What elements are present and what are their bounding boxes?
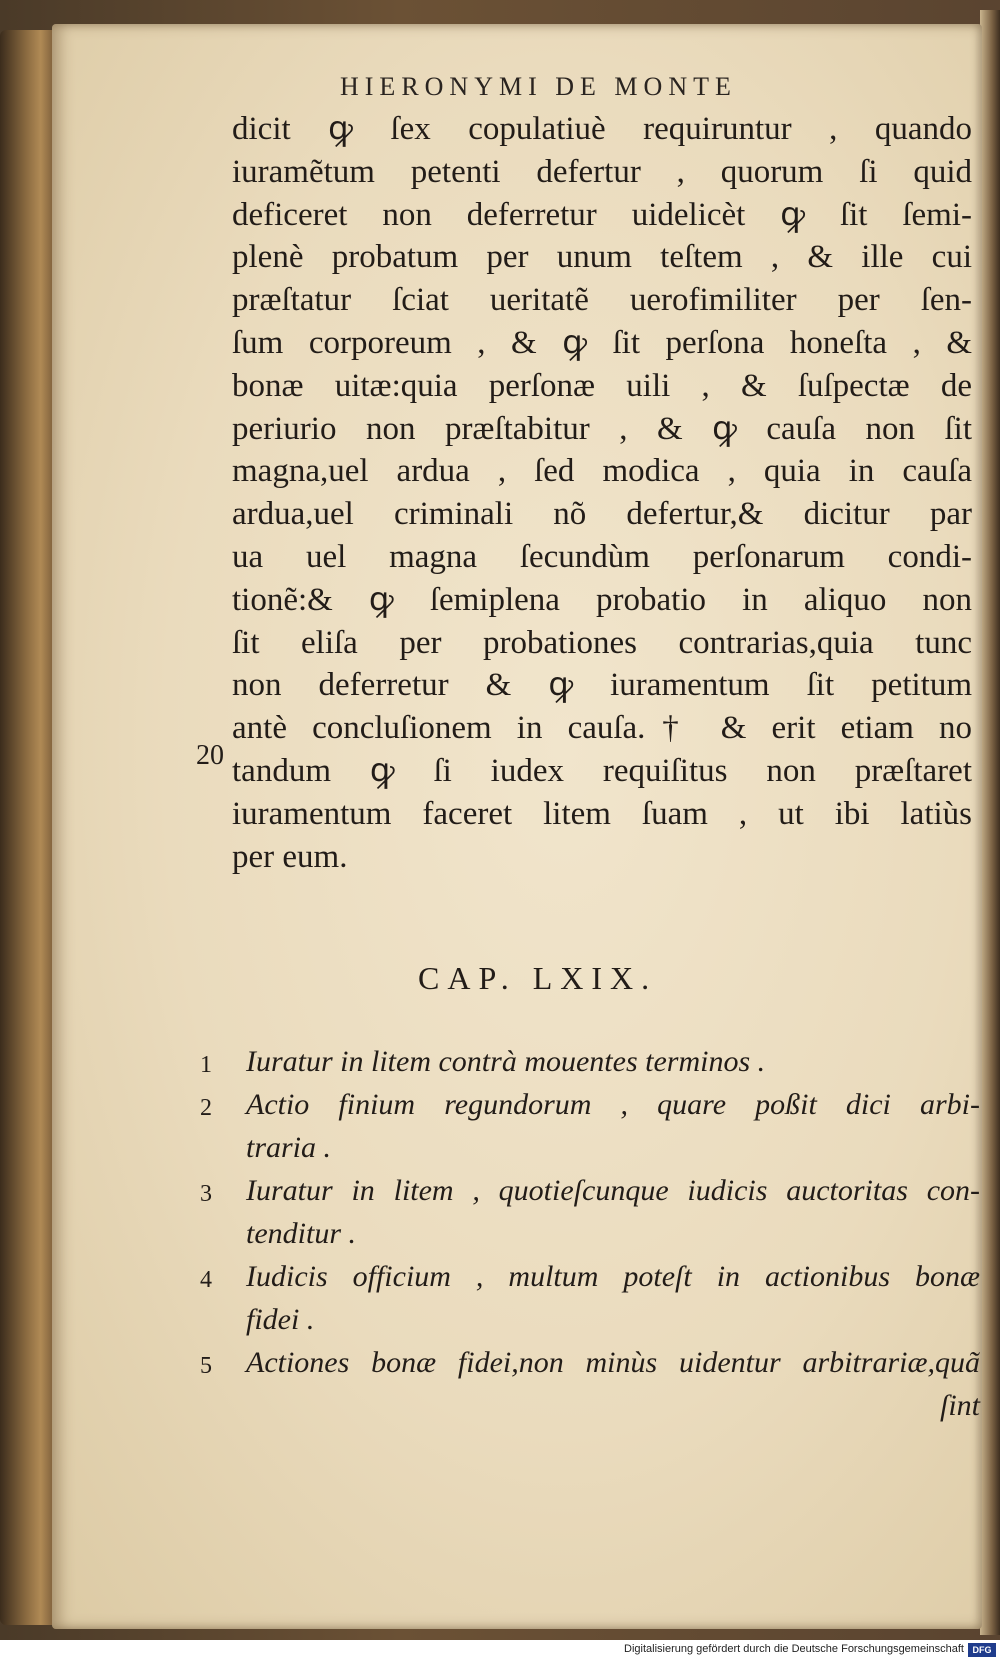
summary-item bbox=[200, 1169, 980, 1255]
text-line: ſum corporeum , & ꝙ ſit perſona honeſta , & bbox=[232, 324, 972, 361]
summary-item bbox=[200, 1083, 980, 1169]
summary-line: Iudicis officium , multum poteſt in actionibus bonæ bbox=[246, 1260, 980, 1293]
page-edges bbox=[980, 10, 1000, 1635]
text-line: præſtatur ſciat ueritatẽ uerofimiliter per ſen- bbox=[232, 282, 972, 319]
text-line: ſit eliſa per probationes contrarias,quia tunc bbox=[232, 624, 972, 661]
summary-line: fidei . bbox=[246, 1303, 315, 1336]
chapter-heading: CAP. LXIX. bbox=[418, 960, 658, 996]
text-line: ua uel magna ſecundùm perſonarum condi- bbox=[232, 538, 972, 575]
summary-line: traria . bbox=[246, 1131, 332, 1164]
text-line: antè concluſionem in cauſa.† & erit etiam no bbox=[232, 710, 972, 747]
summary-item bbox=[200, 1341, 980, 1427]
summary-number: 3 bbox=[200, 1181, 212, 1207]
summary-line: ſint bbox=[939, 1389, 980, 1422]
summary-number: 1 bbox=[200, 1052, 212, 1078]
summary-line: Iuratur in litem , quotieſcunque iudicis auctoritas con- bbox=[246, 1174, 980, 1207]
text-line: plenè probatum per unum teſtem , & ille cui bbox=[232, 239, 972, 276]
summary-line: Actiones bonæ fidei,non minùs uidentur arbitrariæ,quã bbox=[246, 1346, 980, 1379]
margin-line-number: 20 bbox=[196, 740, 224, 771]
text-line: per eum. bbox=[232, 838, 348, 875]
text-line: dicit ꝙ ſex copulatiuè requiruntur , quando bbox=[232, 111, 972, 147]
text-line: periurio non præſtabitur , & ꝙ cauſa non ſit bbox=[232, 410, 972, 447]
summary-line: tenditur . bbox=[246, 1217, 356, 1250]
text-line: non deferretur & ꝙ iuramentum ſit petitum bbox=[232, 667, 972, 704]
digitization-footer bbox=[0, 1640, 1000, 1661]
body-text bbox=[232, 108, 972, 878]
summary-line: Iuratur in litem contrà mouentes terminos . bbox=[246, 1045, 766, 1078]
summary-item bbox=[200, 1255, 980, 1341]
summary-line: Actio finium regundorum , quare poßit dici arbi- bbox=[246, 1088, 980, 1121]
text-line: tandum ꝙ ſi iudex requiſitus non præſtaret bbox=[232, 752, 972, 789]
chapter-summary bbox=[200, 1040, 980, 1427]
book-cover-edge bbox=[0, 30, 58, 1625]
text-line: iuramentum faceret litem ſuam , ut ibi latiùs bbox=[232, 795, 972, 832]
summary-number: 2 bbox=[200, 1095, 212, 1121]
text-line: iuramẽtum petenti defertur , quorum ſi quid bbox=[232, 153, 972, 190]
summary-number: 5 bbox=[200, 1353, 212, 1379]
summary-number: 4 bbox=[200, 1267, 212, 1293]
text-line: magna,uel ardua , ſed modica , quia in cauſa bbox=[232, 453, 972, 490]
text-line: deficeret non deferretur uidelicèt ꝙ ſit ſemi- bbox=[232, 196, 972, 233]
summary-item bbox=[200, 1040, 980, 1083]
text-line: ardua,uel criminali nõ defertur,& dicitur par bbox=[232, 496, 972, 533]
running-header: HIERONYMI DE MONTE bbox=[340, 72, 737, 101]
dfg-logo-icon: DFG bbox=[968, 1643, 996, 1657]
text-line: tionẽ:& ꝙ ſemiplena probatio in aliquo non bbox=[232, 581, 972, 618]
text-line: bonæ uitæ:quia perſonæ uili , & ſuſpectæ de bbox=[232, 367, 972, 404]
footer-credit: Digitalisierung gefördert durch die Deutsche Forschungsgemeinschaft bbox=[624, 1643, 964, 1655]
